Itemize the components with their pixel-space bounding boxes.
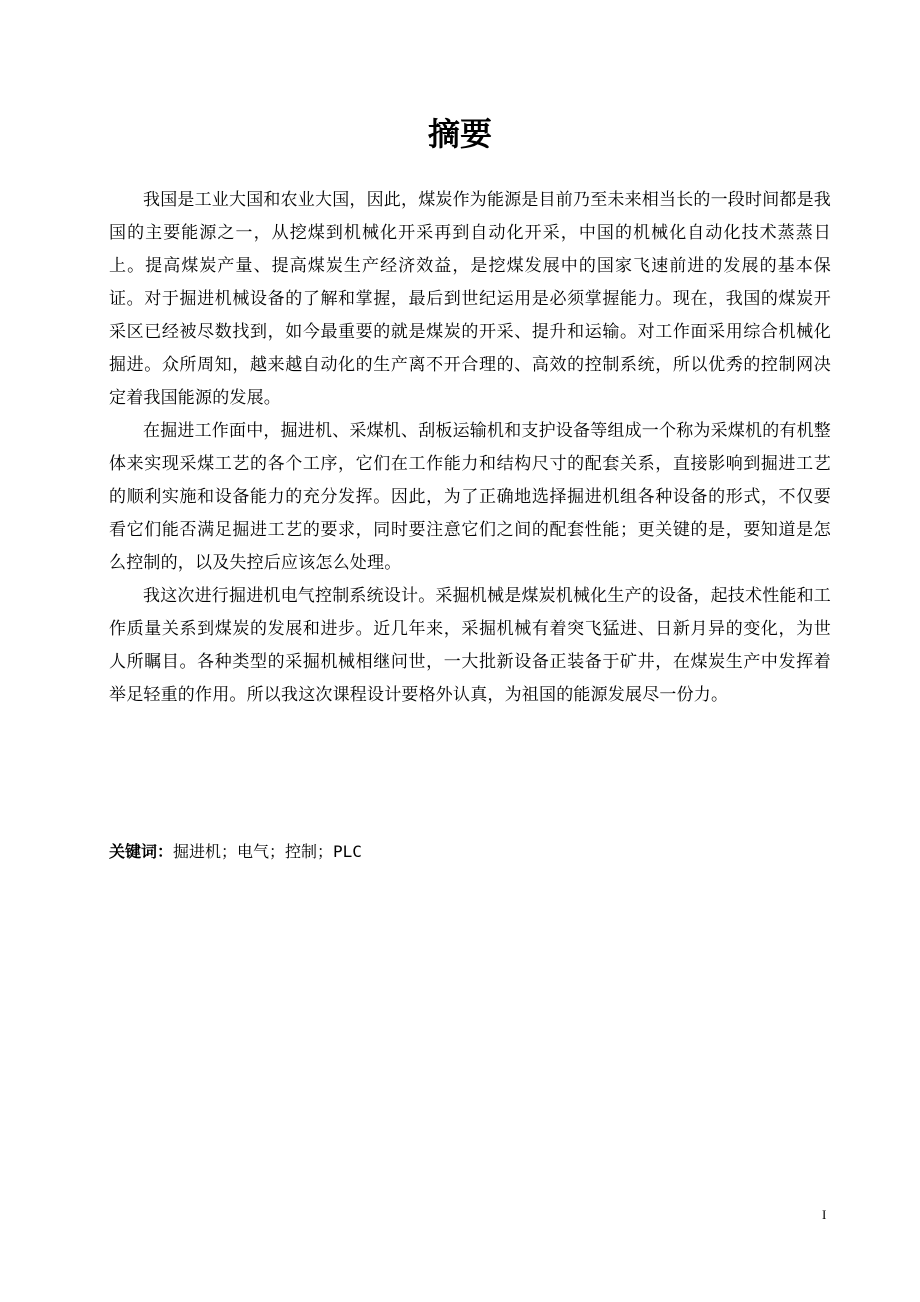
abstract-paragraph-2: 在掘进工作面中，掘进机、采煤机、刮板运输机和支护设备等组成一个称为采煤机的有机整体来实现采煤工艺的各个工序，它们在工作能力和结构尺寸的配套关系，直接影响到掘进工艺的顺利实施和设备能力的充分发挥。因此，为了正确地选择掘进机组各种设备的形式，不仅要看它们能否满足掘进工艺的要求，同时要注意它们之间的配套性能；更关键的是，要知道是怎么控制的，以及失控后应该怎么处理。 [109, 421, 831, 573]
keywords-value: 掘进机；电气；控制；PLC [173, 842, 362, 861]
keywords-label: 关键词： [109, 842, 174, 861]
abstract-paragraph-3: 我这次进行掘进机电气控制系统设计。采掘机械是煤炭机械化生产的设备，起技术性能和工作质量关系到煤炭的发展和进步。近几年来，采掘机械有着突飞猛进、日新月异的变化，为世人所瞩目。各种类型的采掘机械相继问世，一大批新设备正装备于矿井，在煤炭生产中发挥着举足轻重的作用。所以我这次课程设计要格外认真，为祖国的能源发展尽一份力。 [109, 586, 831, 705]
page-number: I [822, 1207, 827, 1222]
abstract-paragraph-1: 我国是工业大国和农业大国，因此，煤炭作为能源是目前乃至未来相当长的一段时间都是我国的主要能源之一，从挖煤到机械化开采再到自动化开采，中国的机械化自动化技术蒸蒸日上。提高煤炭产量、提高煤炭生产经济效益，是挖煤发展中的国家飞速前进的发展的基本保证。对于掘进机械设备的了解和掌握，最后到世纪运用是必须掌握能力。现在，我国的煤炭开采区已经被尽数找到，如今最重要的就是煤炭的开采、提升和运输。对工作面采用综合机械化掘进。众所周知，越来越自动化的生产离不开合理的、高效的控制系统，所以优秀的控制网决定着我国能源的发展。 [109, 190, 831, 408]
page-title: 摘要 [427, 115, 492, 153]
abstract-body [109, 184, 831, 712]
keywords-line [109, 838, 831, 866]
